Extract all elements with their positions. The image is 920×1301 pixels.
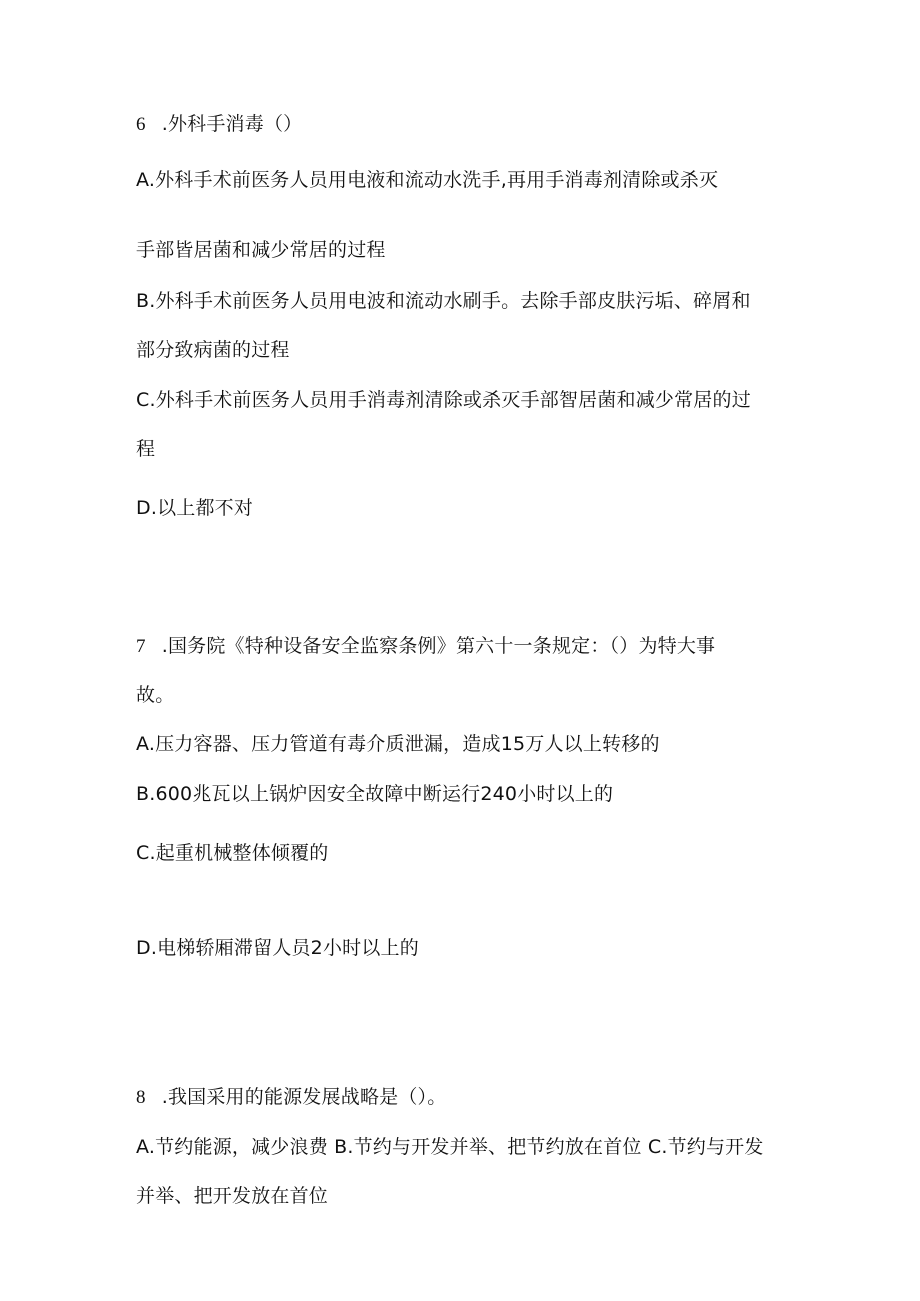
- question-8-options-line1: A.节约能源，减少浪费 B.节约与开发并举、把节约放在首位 C.节约与开发: [136, 1136, 764, 1158]
- question-6-option-c-line2: 程: [136, 438, 156, 460]
- question-8-stem: [136, 1085, 446, 1110]
- question-8-text: .我国采用的能源发展战略是（）。: [161, 1086, 447, 1108]
- question-6-option-a-line1: A.外科手术前医务人员用电液和流动水洗手,再用手消毒剂清除或杀灭: [136, 169, 719, 191]
- question-6-option-a-line2: 手部皆居菌和减少常居的过程: [136, 239, 386, 261]
- question-8-number: 8: [136, 1087, 146, 1108]
- question-6-option-c-line1: C.外科手术前医务人员用手消毒剂清除或杀灭手部智居菌和减少常居的过: [136, 389, 751, 411]
- question-7-stem-line1: [136, 634, 715, 659]
- question-6-stem: [136, 112, 302, 137]
- question-7-option-b: B.600兆瓦以上锅炉因安全故障中断运行240小时以上的: [136, 783, 614, 805]
- question-8-options-line2: 并举、把开发放在首位: [136, 1185, 329, 1207]
- question-7-option-d: D.电梯轿厢滞留人员2小时以上的: [136, 937, 419, 959]
- question-7-text: .国务院《特种设备安全监察条例》第六十一条规定：（）为特大事: [161, 635, 716, 657]
- question-7-number: 7: [136, 636, 146, 657]
- question-7-option-a: A.压力容器、压力管道有毒介质泄漏，造成15万人以上转移的: [136, 733, 660, 755]
- question-7-stem-line2: 故。: [136, 684, 175, 706]
- question-6-number: 6: [136, 114, 146, 135]
- question-6-option-b-line1: B.外科手术前医务人员用电波和流动水刷手。去除手部皮肤污垢、碎屑和: [136, 290, 751, 312]
- question-6-option-b-line2: 部分致病菌的过程: [136, 339, 290, 361]
- question-6-option-d: D.以上都不对: [136, 497, 254, 519]
- question-7-option-c: C.起重机械整体倾覆的: [136, 842, 329, 864]
- question-6-text: .外科手消毒（）: [161, 113, 303, 135]
